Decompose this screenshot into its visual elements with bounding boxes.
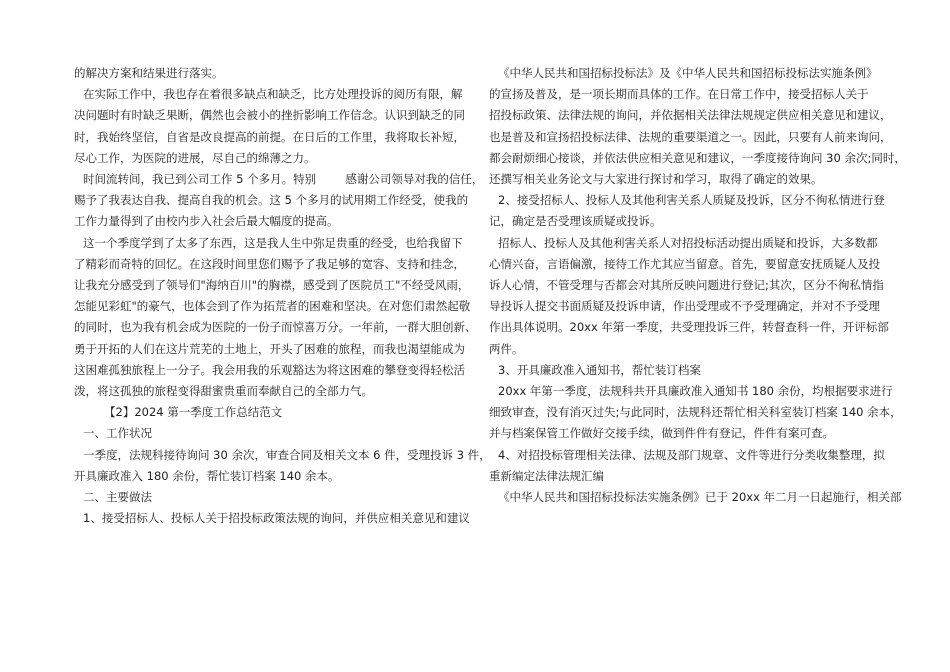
text-line: 一季度，法规科接待询问 30 余次，审查合同及相关文本 6 件，受理投诉 3 件，	[83, 447, 491, 462]
text-line: 作出具体说明。20xx 年第一季度，共受理投诉三件，转督查科一件，开评标部	[489, 320, 889, 335]
text-line: 这一个季度学到了太多了东西，这是我人生中弥足贵重的经受，也给我留下	[83, 235, 463, 250]
right-column	[489, 63, 906, 508]
text-line: 还撰写相关业务论文与大家进行探讨和学习，取得了确定的效果。	[489, 172, 823, 187]
section-title: 【2】2024 第一季度工作总结范文	[104, 405, 283, 420]
text-line: 的解决方案和结果进行落实。	[74, 66, 224, 80]
text-line: 开具廉政准入 180 余份，帮忙装订档案 140 余本。	[74, 468, 340, 483]
text-line: 让我充分感受到了领导们"海纳百川"的胸襟，感受到了医院员工"不经受风雨，	[74, 278, 470, 293]
text-line: 重新编定法律法规汇编	[489, 468, 604, 483]
text-line: 尽心工作，为医院的进展，尽自己的绵薄之力。	[74, 150, 316, 165]
text-line: 诉人心情，不管受理与否都会对其所反映问题进行登记;其次，区分不徇私情指	[489, 278, 884, 293]
text-line: 时，我始终坚信，自省是改良提高的前提。在日后的工作里，我将取长补短，	[74, 129, 465, 144]
text-line: 这困难孤独旅程上一分子。我会用我的乐观豁达为将这困难的攀登变得轻松活	[74, 362, 465, 377]
text-line: 了精彩而奇特的回忆。在这段时间里您们赐予了我足够的宽容、支持和挂念，	[74, 256, 465, 271]
section-heading: 二、主要做法	[83, 490, 152, 505]
text-line: 决问题时有时缺乏果断，偶然也会被小的挫折影响工作信念。认识到缺乏的同	[74, 108, 465, 123]
section-heading: 4、对招投标管理相关法律、法规及部门规章、文件等进行分类收集整理，拟	[498, 447, 885, 462]
text-line: 招标人、投标人及其他利害关系人对招投标活动提出质疑和投诉，大多数都	[498, 235, 878, 250]
text-line: 怎能见彩虹"的豪气，也体会到了作为拓荒者的困难和坚决。在对您们肃然起敬	[74, 299, 471, 314]
text-line: 在实际工作中，我也存在着很多缺点和缺乏，比方处理投诉的阅历有限，解	[83, 87, 463, 102]
text-line: 赐予了我表达自我、提高自我的机会。这 5 个多月的试用期工作经受，使我的	[74, 193, 469, 208]
text-line: 《中华人民共和国招标投标法》及《中华人民共和国招标投标法实施条例》	[498, 66, 878, 80]
text-line: 心情兴奋，言语偏激，接待工作尤其应当留意。首先，要留意安抚质疑人及投	[489, 256, 880, 271]
text-line: 记，确定是否受理该质疑或投诉。	[489, 214, 662, 229]
text-line: 两件。	[489, 341, 524, 356]
text-line: 工作力量得到了由校内步入社会后最大幅度的提高。	[74, 214, 339, 229]
text-line: 的宣扬及普及，是一项长期而具体的工作。在日常工作中，接受招标人关于	[489, 87, 869, 102]
section-heading: 2、接受招标人、投标人及其他利害关系人质疑及投诉，区分不徇私情进行登	[498, 193, 885, 208]
left-column	[74, 63, 491, 529]
text-line: 的同时，也为我有机会成为医院的一份子而惊喜万分。一年前，一群大胆创新、	[74, 320, 477, 335]
text-line: 《中华人民共和国招标投标法实施条例》已于 20xx 年二月一日起施行，相关部	[498, 490, 902, 505]
text-line: 泼，将这孤独的旅程变得甜蜜贵重而奉献自己的全部力气。	[74, 384, 373, 399]
text-line: 导投诉人提交书面质疑及投诉申请，作出受理或不予受理确定，并对不予受理	[489, 299, 880, 314]
text-line: 勇于开拓的人们在这片荒芜的土地上，开头了困难的旅程，而我也渴望能成为	[74, 341, 465, 356]
text-line: 20xx 年第一季度，法规科共开具廉政准入通知书 180 余份，均根据要求进行	[498, 384, 893, 399]
section-heading: 一、工作状况	[83, 426, 152, 441]
text-line: 招投标政策、法律法规的询问，并依据相关法律法规规定供应相关意见和建议，	[489, 108, 892, 123]
text-line: 细致审查，没有消灭过失;与此同时，法规科还帮忙相关科室装订档案 140 余本，	[489, 405, 902, 420]
text-line: 都会耐烦细心接谈，并依法供应相关意见和建议，一季度接待询问 30 余次;同时，	[489, 150, 906, 165]
section-heading: 3、开具廉政准入通知书，帮忙装订档案	[498, 362, 701, 377]
text-line: 1、接受招标人、投标人关于招投标政策法规的询问，并供应相关意见和建议	[83, 511, 470, 526]
text-line: 时间流转间，我已到公司工作 5 个多月。特别 感谢公司领导对我的信任，	[83, 172, 484, 187]
text-line: 并与档案保管工作做好交接手续，做到件件有登记，件件有案可查。	[489, 426, 834, 441]
text-line: 也是普及和宣扬招投标法律、法规的重要渠道之一。因此，只要有人前来询问，	[489, 129, 892, 144]
